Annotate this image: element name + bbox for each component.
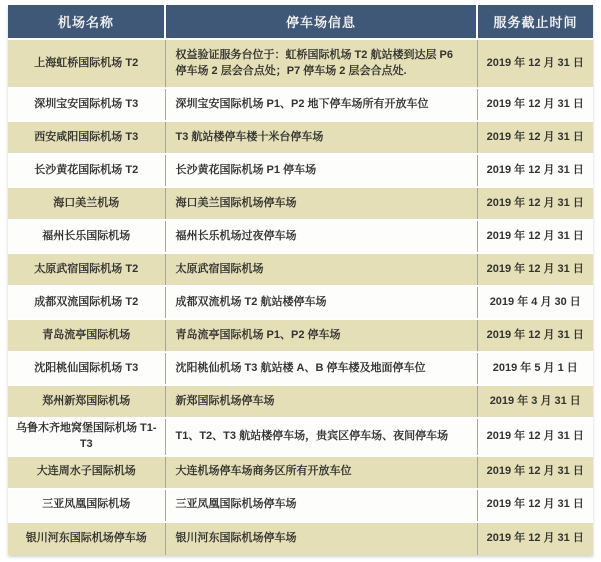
service-deadline: 2019 年 3 月 31 日 bbox=[477, 385, 593, 418]
service-deadline: 2019 年 12 月 31 日 bbox=[477, 418, 593, 456]
column-header-service-deadline: 服务截止时间 bbox=[477, 5, 593, 39]
parking-info: 三亚凤凰国际机场停车场 bbox=[165, 489, 477, 522]
airport-name: 福州长乐国际机场 bbox=[8, 220, 165, 253]
service-deadline: 2019 年 4 月 30 日 bbox=[477, 286, 593, 319]
service-deadline: 2019 年 12 月 31 日 bbox=[477, 220, 593, 253]
parking-info: 银川河东国际机场停车场 bbox=[165, 522, 477, 555]
table-row bbox=[8, 418, 593, 456]
parking-info: 福州长乐机场过夜停车场 bbox=[165, 220, 477, 253]
table-row bbox=[8, 39, 593, 88]
parking-info: 太原武宿国际机场 bbox=[165, 253, 477, 286]
service-deadline: 2019 年 12 月 31 日 bbox=[477, 456, 593, 489]
table-row bbox=[8, 220, 593, 253]
table-row bbox=[8, 121, 593, 154]
service-deadline: 2019 年 12 月 31 日 bbox=[477, 319, 593, 352]
table-row bbox=[8, 88, 593, 121]
airport-name: 长沙黄花国际机场 T2 bbox=[8, 154, 165, 187]
parking-info: 沈阳桃仙机场 T3 航站楼 A、B 停车楼及地面停车位 bbox=[165, 352, 477, 385]
table-row bbox=[8, 352, 593, 385]
airport-name: 西安咸阳国际机场 T3 bbox=[8, 121, 165, 154]
parking-info: T1、T2、T3 航站楼停车场，贵宾区停车场、夜间停车场 bbox=[165, 418, 477, 456]
table-row bbox=[8, 253, 593, 286]
service-deadline: 2019 年 12 月 31 日 bbox=[477, 39, 593, 88]
airport-name: 深圳宝安国际机场 T3 bbox=[8, 88, 165, 121]
airport-name: 银川河东国际机场停车场 bbox=[8, 522, 165, 555]
parking-info: 长沙黄花国际机场 P1 停车场 bbox=[165, 154, 477, 187]
airport-name: 上海虹桥国际机场 T2 bbox=[8, 39, 165, 88]
column-header-parking-info: 停车场信息 bbox=[165, 5, 477, 39]
parking-info: 青岛流亭国际机场 P1、P2 停车场 bbox=[165, 319, 477, 352]
airport-name: 青岛流亭国际机场 bbox=[8, 319, 165, 352]
column-header-airport-name: 机场名称 bbox=[8, 5, 165, 39]
parking-info: 新郑国际机场停车场 bbox=[165, 385, 477, 418]
airport-name: 成都双流国际机场 T2 bbox=[8, 286, 165, 319]
table-row bbox=[8, 286, 593, 319]
airport-name: 太原武宿国际机场 T2 bbox=[8, 253, 165, 286]
airport-name: 乌鲁木齐地窝堡国际机场 T1-T3 bbox=[8, 418, 165, 456]
parking-info: 大连机场停车场商务区所有开放车位 bbox=[165, 456, 477, 489]
header-row bbox=[8, 5, 593, 39]
table-row bbox=[8, 187, 593, 220]
airport-name: 大连周水子国际机场 bbox=[8, 456, 165, 489]
table-row bbox=[8, 154, 593, 187]
service-deadline: 2019 年 12 月 31 日 bbox=[477, 88, 593, 121]
service-deadline: 2019 年 12 月 31 日 bbox=[477, 522, 593, 555]
table-row bbox=[8, 319, 593, 352]
parking-info: 海口美兰国际机场停车场 bbox=[165, 187, 477, 220]
airport-name: 沈阳桃仙国际机场 T3 bbox=[8, 352, 165, 385]
service-deadline: 2019 年 12 月 31 日 bbox=[477, 121, 593, 154]
parking-info: 权益验证服务台位于：虹桥国际机场 T2 航站楼到达层 P6 停车场 2 层会合点处；P7 停车场 2 层会合点处. bbox=[165, 39, 477, 88]
airport-parking-table bbox=[8, 5, 593, 555]
airport-name: 海口美兰机场 bbox=[8, 187, 165, 220]
parking-info: 深圳宝安国际机场 P1、P2 地下停车场所有开放车位 bbox=[165, 88, 477, 121]
service-deadline: 2019 年 12 月 31 日 bbox=[477, 489, 593, 522]
airport-name: 郑州新郑国际机场 bbox=[8, 385, 165, 418]
service-deadline: 2019 年 12 月 31 日 bbox=[477, 253, 593, 286]
service-deadline: 2019 年 12 月 31 日 bbox=[477, 187, 593, 220]
table-row bbox=[8, 385, 593, 418]
table-row bbox=[8, 456, 593, 489]
parking-info: 成都双流机场 T2 航站楼停车场 bbox=[165, 286, 477, 319]
parking-info: T3 航站楼停车楼十米台停车场 bbox=[165, 121, 477, 154]
table-row bbox=[8, 522, 593, 555]
service-deadline: 2019 年 12 月 31 日 bbox=[477, 154, 593, 187]
table-row bbox=[8, 489, 593, 522]
airport-name: 三亚凤凰国际机场 bbox=[8, 489, 165, 522]
service-deadline: 2019 年 5 月 1 日 bbox=[477, 352, 593, 385]
